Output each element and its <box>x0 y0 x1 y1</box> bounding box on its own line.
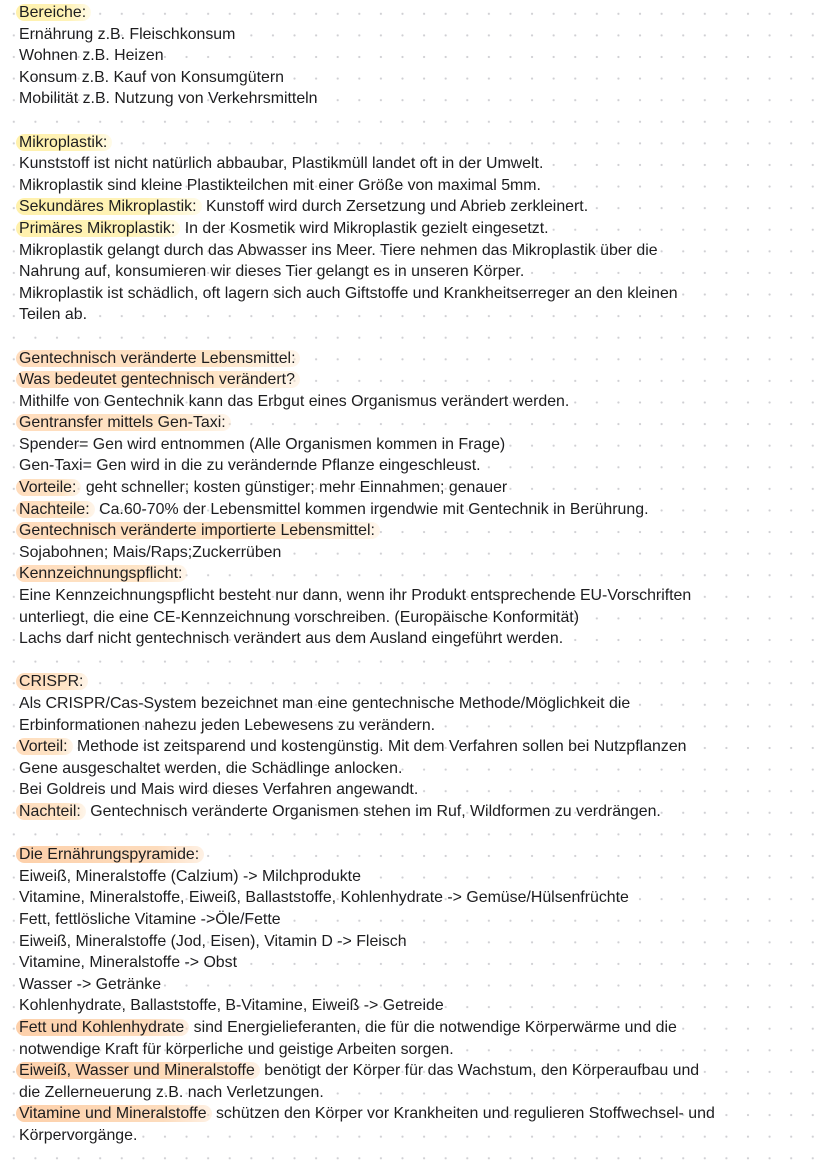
text-line: Eine Kennzeichnungspflicht besteht nur dann, wenn ihr Produkt entsprechende EU-Vorschriften <box>19 587 692 605</box>
spacer <box>19 650 828 672</box>
list-item: Wasser -> Getränke <box>19 975 162 993</box>
label-vitamine-mineralstoffe: Vitamine und Mineralstoffe <box>16 1105 212 1122</box>
section-gentechnik <box>19 348 828 650</box>
text-line: Konsum z.B. Kauf von Konsumgütern <box>19 68 284 86</box>
text-fett-kohlenhydrate: sind Energielieferanten, die für die notwendige Körperwärme und die <box>189 1018 677 1036</box>
spacer <box>19 326 828 348</box>
section-bereiche <box>19 2 828 110</box>
label-importiert: Gentechnisch veränderte importierte Lebensmittel: <box>16 522 380 539</box>
section-mikroplastik <box>19 132 828 326</box>
label-vorteile: Vorteile: <box>16 479 81 496</box>
text-vorteil: Methode ist zeitsparend und kostengünstig. Mit dem Verfahren sollen bei Nutzpflanzen <box>72 738 687 756</box>
label-sekundaeres-mikroplastik: Sekundäres Mikroplastik: <box>16 198 202 215</box>
heading-mikroplastik: Mikroplastik: <box>16 134 112 151</box>
label-was-bedeutet: Was bedeutet gentechnisch verändert? <box>16 371 300 388</box>
spacer <box>19 110 828 132</box>
text-line: Gen-Taxi= Gen wird in die zu verändernde Pflanze eingeschleust. <box>19 457 481 475</box>
text-line: Bei Goldreis und Mais wird dieses Verfahren angewandt. <box>19 781 419 799</box>
text-line: Spender= Gen wird entnommen (Alle Organismen kommen in Frage) <box>19 435 506 453</box>
list-item: Vitamine, Mineralstoffe -> Obst <box>19 954 238 972</box>
text-line: Mikroplastik ist schädlich, oft lagern sich auch Giftstoffe und Krankheitserreger an den kleinen <box>19 284 678 302</box>
section-ernaehrungspyramide <box>19 844 828 1146</box>
text-line: Als CRISPR/Cas-System bezeichnet man eine gentechnische Methode/Möglichkeit die <box>19 695 631 712</box>
text-vitamine-mineralstoffe: schützen den Körper vor Krankheiten und regulieren Stoffwechsel- und <box>211 1105 715 1123</box>
label-primaeres-mikroplastik: Primäres Mikroplastik: <box>16 220 180 237</box>
text-nachteile: Ca.60-70% der Lebensmittel kommen irgendwie mit Gentechnik in Berührung. <box>94 500 649 518</box>
text-line: Teilen ab. <box>19 306 88 324</box>
text-line: Kunststoff ist nicht natürlich abbaubar, Plastikmüll landet oft in der Umwelt. <box>19 155 544 173</box>
list-item: Eiweiß, Mineralstoffe (Jod, Eisen), Vitamin D -> Fleisch <box>19 932 407 950</box>
text-nachteil: Gentechnisch veränderte Organismen stehen im Ruf, Wildformen zu verdrängen. <box>85 802 661 820</box>
text-line: Sojabohnen; Mais/Raps;Zuckerrüben <box>19 543 282 561</box>
label-fett-kohlenhydrate: Fett und Kohlenhydrate <box>16 1019 189 1036</box>
label-nachteile: Nachteile: <box>16 501 95 518</box>
list-item: Vitamine, Mineralstoffe, Eiweiß, Ballaststoffe, Kohlenhydrate -> Gemüse/Hülsenfrüchte <box>19 889 629 907</box>
heading-crispr: CRISPR: <box>16 673 88 690</box>
label-vorteil: Vorteil: <box>16 738 73 755</box>
text-line: Mobilität z.B. Nutzung von Verkehrsmitteln <box>19 90 318 108</box>
text-line: notwendige Kraft für körperliche und geistige Arbeiten sorgen. <box>19 1040 454 1058</box>
text-sekundaeres-mikroplastik: Kunstoff wird durch Zersetzung und Abrieb zerkleinert. <box>201 198 589 216</box>
label-eiweiss-wasser-mineralstoffe: Eiweiß, Wasser und Mineralstoffe <box>16 1062 260 1079</box>
section-crispr <box>19 671 828 822</box>
text-line: Wohnen z.B. Heizen <box>19 47 164 65</box>
text-line: Mithilfe von Gentechnik kann das Erbgut eines Organismus verändert werden. <box>19 392 570 410</box>
text-line: Ernährung z.B. Fleischkonsum <box>19 25 236 43</box>
label-gen-taxi: Gentransfer mittels Gen-Taxi: <box>16 414 231 431</box>
text-eiweiss-wasser-mineralstoffe: benötigt der Körper für das Wachstum, den Körperaufbau und <box>259 1062 700 1080</box>
heading-gentechnik: Gentechnisch veränderte Lebensmittel: <box>16 350 300 367</box>
text-line: Gene ausgeschaltet werden, die Schädlinge anlocken. <box>19 759 403 777</box>
label-kennzeichnungspflicht: Kennzeichnungspflicht: <box>16 565 187 582</box>
text-primaeres-mikroplastik: In der Kosmetik wird Mikroplastik gezielt eingesetzt. <box>180 219 549 237</box>
text-vorteile: geht schneller; kosten günstiger; mehr Einnahmen; genauer <box>81 479 508 497</box>
text-line: Mikroplastik sind kleine Plastikteilchen mit einer Größe von maximal 5mm. <box>19 176 541 194</box>
heading-bereiche: Bereiche: <box>16 4 91 21</box>
list-item: Fett, fettlösliche Vitamine ->Öle/Fette <box>19 910 281 928</box>
text-line: Lachs darf nicht gentechnisch verändert aus dem Ausland eingeführt werden. <box>19 630 564 648</box>
text-line: Mikroplastik gelangt durch das Abwasser ins Meer. Tiere nehmen das Mikroplastik über die <box>19 241 658 259</box>
text-line: Körpervorgänge. <box>19 1126 138 1144</box>
text-line: Nahrung auf, konsumieren wir dieses Tier gelangt es in unseren Körper. <box>19 263 525 281</box>
text-line: Erbinformationen nahezu jeden Lebewesens zu verändern. <box>19 716 436 734</box>
heading-ernaehrungspyramide: Die Ernährungspyramide: <box>16 846 204 863</box>
list-item: Eiweiß, Mineralstoffe (Calzium) -> Milchprodukte <box>19 867 361 885</box>
text-line: unterliegt, die eine CE-Kennzeichnung vorschreiben. (Europäische Konformität) <box>19 608 580 626</box>
text-line: die Zellerneuerung z.B. nach Verletzungen. <box>19 1083 324 1101</box>
list-item: Kohlenhydrate, Ballaststoffe, B-Vitamine, Eiweiß -> Getreide <box>19 997 444 1015</box>
label-nachteil: Nachteil: <box>16 803 86 820</box>
spacer <box>19 823 828 845</box>
